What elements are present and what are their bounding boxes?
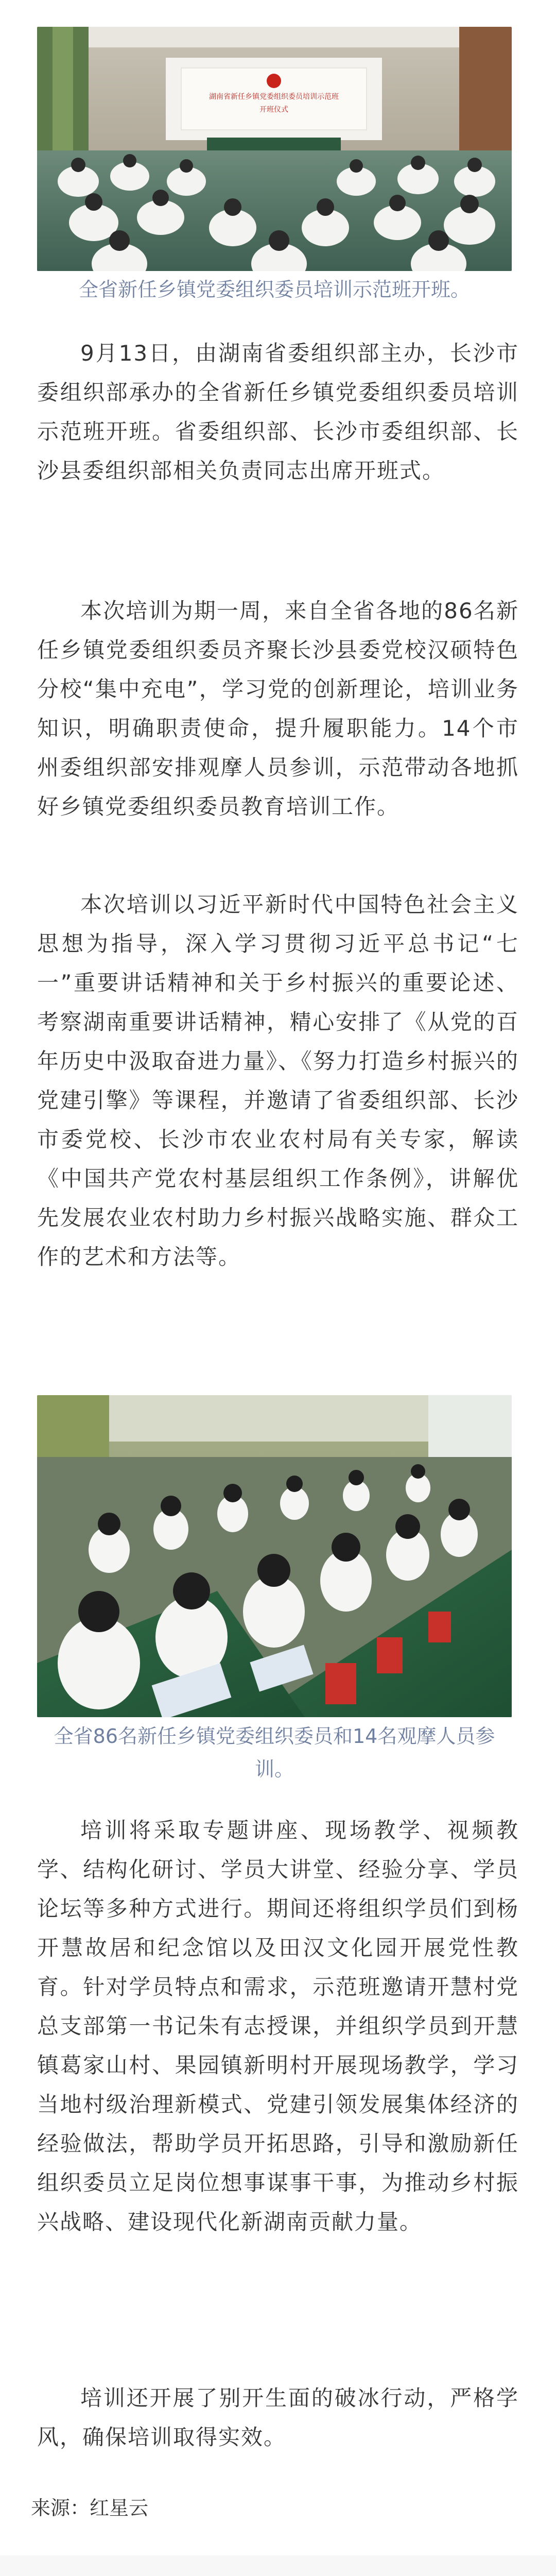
trainees-image	[37, 1395, 512, 1717]
opening-ceremony-photo	[37, 27, 512, 271]
trainees-photo	[37, 1395, 512, 1717]
photo-caption-trainees: 全省86名新任乡镇党委组织委员和14名观摩人员参训。	[54, 1725, 495, 1781]
opening-ceremony-image	[37, 27, 512, 271]
paragraph-3: 本次培训以习近平新时代中国特色社会主义思想为指导，深入学习贯彻习近平总书记“七一”重要讲话精神和关于乡村振兴的重要论述、考察湖南重要讲话精神，精心安排了《从党的百年历史中汲取奋进力量》、《努力打造乡村振兴的党建引擎》等课程，并邀请了省委组织部、长沙市委党校、长沙市农业农村局有关专家，解读《中国共产党农村基层组织工作条例》，讲解优先发展农业农村助力乡村振兴战略实施、群众工作的艺术和方法等。	[37, 892, 519, 1269]
paragraph-5: 培训还开展了别开生面的破冰行动，严格学风，确保培训取得实效。	[37, 2385, 519, 2450]
banner-subtitle: 开班仪式	[259, 106, 288, 114]
paragraph-1: 9月13日，由湖南省委组织部主办，长沙市委组织部承办的全省新任乡镇党委组织委员培训示范班开班。省委组织部、长沙市委组织部、长沙县委组织部相关负责同志出席开班式。	[37, 341, 519, 483]
paragraph-4: 培训将采取专题讲座、现场教学、视频教学、结构化研讨、学员大讲堂、经验分享、学员论坛等多种方式进行。期间还将组织学员们到杨开慧故居和纪念馆以及田汉文化园开展党性教育。针对学员特点和需求，示范班邀请开慧村党总支部第一书记朱有志授课，并组织学员到开慧镇葛家山村、果园镇新明村开展现场教学，学习当地村级治理新模式、党建引领发展集体经济的经验做法，帮助学员开拓思路，引导和激励新任组织委员立足岗位想事谋事干事，为推动乡村振兴战略、建设现代化新湖南贡献力量。	[37, 1818, 519, 2234]
article-source: 来源：红星云	[31, 2497, 149, 2519]
photo-caption-opening: 全省新任乡镇党委组织委员培训示范班开班。	[78, 278, 470, 301]
banner-title: 湖南省新任乡镇党委组织委员培训示范班	[209, 93, 339, 101]
footer-band	[0, 2555, 556, 2576]
paragraph-2: 本次培训为期一周，来自全省各地的86名新任乡镇党委组织委员齐聚长沙县委党校汉硕特色分校“集中充电”，学习党的创新理论，培训业务知识，明确职责使命，提升履职能力。14个市州委组织部安排观摩人员参训，示范带动各地抓好乡镇党委组织委员教育培训工作。	[37, 598, 519, 819]
